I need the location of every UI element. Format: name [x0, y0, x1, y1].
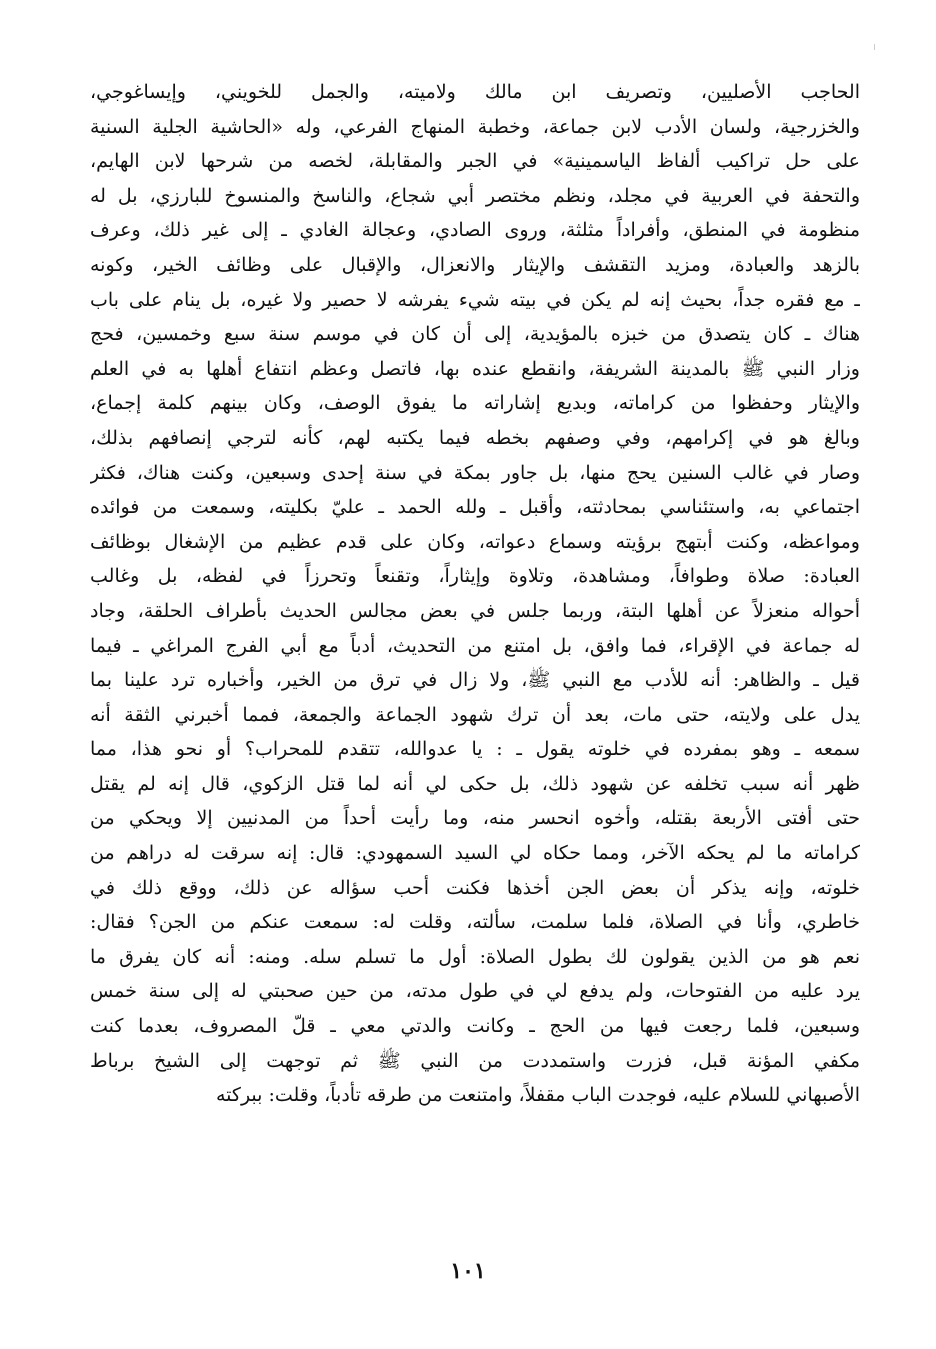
text-line: قيل ـ والظاهر: أنه للأدب مع النبي ﷺ، ولا زال في ترق من الخير، وأخباره ترد علينا بما	[90, 669, 860, 692]
text-line: والإيثار وحفظوا من كراماته، وبديع إشاراته ما يفوق الوصف، وكان بينهم كلمة إجماع،	[90, 392, 860, 415]
text-line: سمعه ـ وهو بمفرده في خلوته يقول ـ : يا عدوالله، تتقدم للمحراب؟ أو نحو هذا، مما	[90, 738, 860, 761]
text-line: حتى أفتى الأربعة بقتله، وأخوه انحسر منه، وما رأيت أحداً من المدنيين إلا ويحكي من	[90, 807, 860, 830]
text-line: خاطري، وأنا في الصلاة، فلما سلمت، سألته، وقلت له: سمعت عنكم من الجن؟ فقال:	[90, 911, 860, 934]
text-line: ـ مع فقره جداً، بحيث إنه لم يكن في بيته شيء يفرشه لا حصير ولا غيره، بل ينام على باب	[90, 288, 860, 311]
page-body-text	[90, 75, 860, 1113]
text-line: نعم هو من الذين يقولون لك بطول الصلاة: أول ما تسلم سله. ومنه: أنه كان يفرق ما	[90, 945, 860, 968]
text-line: ومواعظه، وكنت أبتهج برؤيته وسماع دعواته، وكان على قدم عظيم من الإشغال بوظائف	[90, 530, 860, 553]
text-line: أحواله منعزلاً عن أهلها البتة، وربما جلس في بعض مجالس الحديث بأطراف الحلقة، وجاد	[90, 599, 860, 622]
text-line: وسبعين، فلما رجعت فيها من الحج ـ وكانت والدتي معي ـ قلّ المصروف، بعدما كنت	[90, 1015, 860, 1038]
text-line: كراماته ما لم يحكه الآخر، ومما حكاه لي السيد السمهودي: قال: إنه سرقت له دراهم من	[90, 842, 860, 865]
text-line: والخزرجية، ولسان الأدب لابن جماعة، وخطبة المنهاج الفرعي، وله «الحاشية الجلية السنية	[90, 115, 860, 138]
text-line: الأصبهاني للسلام عليه، فوجدت الباب مقفلاً، وامتنعت من طرقه تأدباً، وقلت: ببركته	[215, 1084, 860, 1107]
text-line: له جماعة في الإقراء، فما وافق، بل امتنع من التحديث، أدباً مع أبي الفرج المراغي ـ فيما	[90, 634, 860, 657]
page-number: ١٠١	[450, 1258, 486, 1284]
text-line: يرد عليه من الفتوحات، ولم يدفع لي في طول مدته، من حين صحبتي له إلى سنة خمس	[90, 980, 860, 1003]
text-line: بالزهد والعبادة، ومزيد التقشف والإيثار والانعزال، والإقبال على وظائف الخير، وكونه	[90, 253, 860, 276]
scan-mark	[874, 44, 875, 50]
text-line: مكفي المؤنة قبل، فزرت واستمددت من النبي ﷺ ثم توجهت إلى الشيخ برباط	[90, 1049, 860, 1072]
text-line: والتحفة في العربية في مجلد، ونظم مختصر أبي شجاع، والناسخ والمنسوخ للبارزي، بل له	[90, 184, 860, 207]
text-line: منظومة في المنطق، وأفراداً مثلثة، وروى الصادي، وعجالة الغادي ـ إلى غير ذلك، وعرف	[90, 219, 860, 242]
text-line: وزار النبي ﷺ بالمدينة الشريفة، وانقطع عنده بها، فاتصل وعظم انتفاع أهلها به في العلم	[90, 357, 860, 380]
text-line: ظهر أنه سبب تخلفه عن شهود ذلك، بل حكى لي أنه لما قتل الزكوي، قال إنه لم يقتل	[90, 772, 860, 795]
text-line: وصار في غالب السنين يحج منها، بل جاور بمكة في سنة إحدى وسبعين، وكنت هناك، فكثر	[90, 461, 860, 484]
text-line: العبادة: صلاة وطوافاً، ومشاهدة، وتلاوة وإيثاراً، وتقنعاً وتحرزاً في لفظه، بل وغالب	[90, 565, 860, 588]
text-line: يدل على ولايته، حتى مات، بعد أن ترك شهود الجماعة والجمعة، فمما أخبرني الثقة أنه	[90, 703, 860, 726]
text-line: اجتماعي به، واستئناسي بمحادثته، وأقبل ـ ولله الحمد ـ عليّ بكليته، وسمعت من فوائده	[90, 496, 860, 519]
text-line: وبالغ هو في إكرامهم، وفي وصفهم بخطه فيما يكتبه لهم، كأنه لترجي إنصافهم بذلك،	[90, 426, 860, 449]
text-line: هناك ـ كان يتصدق من خبزه بالمؤيدية، إلى أن كان في موسم سنة سبع وخمسين، فحج	[90, 323, 860, 346]
text-line: على حل تراكيب ألفاظ الياسمينية» في الجبر والمقابلة، لخصه من شرحها لابن الهايم،	[90, 150, 860, 173]
text-line: خلوته، وإنه يذكر أن بعض الجن أخذها فكنت أحب سؤاله عن ذلك، ووقع ذلك في	[90, 876, 860, 899]
text-line: الحاجب الأصليين، وتصريف ابن مالك ولاميته، والجمل للخويني، وإيساغوجي،	[90, 81, 860, 103]
